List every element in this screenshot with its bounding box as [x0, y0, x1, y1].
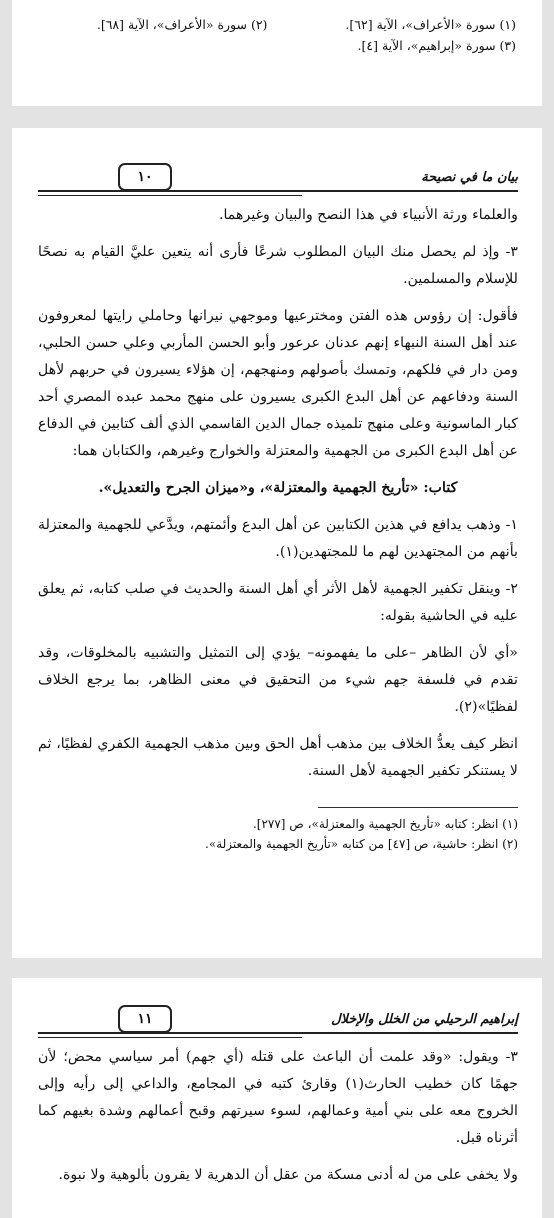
paragraph: ١- وذهب يدافع في هذين الكتابين عن أهل البدع وأئمتهم، ويدَّعي للجهمية والمعتزلة بأنهم من المجتهدين لهم ما للمجتهدين(١). — [38, 517, 518, 560]
footnote: (٢) انظر: حاشية، ص [٤٧] من كتابه «تأريخ الجهمية والمعتزلة». — [205, 837, 518, 851]
header-title: بيان ما في نصيحة — [421, 169, 518, 185]
footnote-separator — [318, 807, 518, 808]
top-footnotes-right — [287, 14, 516, 56]
page-footnotes — [38, 814, 518, 854]
header-rule-thin — [38, 195, 302, 196]
top-page — [12, 0, 542, 106]
paragraph: ٣- ويقول: «وقد علمت أن الباعث على قتله (أي جهم) أمر سياسي محض؛ لأن جهمًا كان خطيب الحارث(١) وقارئ كتبه في المجامع، والداعي إلى رأيه وإلى الخروج معه على بني أمية وعمالهم، لسوء سيرتهم وقبح أعمالهم وشدة بغيهم كما أثرناه قبل. — [38, 1049, 518, 1146]
footnote: (١) انظر: كتابه «تأريخ الجهمية والمعتزلة»، ص [٢٧٧]. — [252, 817, 518, 831]
page-header — [38, 158, 518, 196]
footnote: (٣) سورة «إبراهيم»، الآية [٤]. — [357, 38, 516, 53]
page-body — [38, 1044, 518, 1189]
header-title: إبراهيم الرحيلي من الخلل والإخلال — [331, 1011, 518, 1027]
middle-page — [12, 128, 542, 958]
paragraph: ولا يخفى على من له أدنى مسكة من عقل أن الدهرية لا يقرون بألوهية ولا نبوة. — [58, 1167, 518, 1183]
page-number: ١١ — [118, 1005, 172, 1033]
page-number: ١٠ — [118, 163, 172, 191]
page-header — [38, 1000, 518, 1038]
paragraph: فأقول: إن رؤوس هذه الفتن ومخترعيها وموجهي نيرانها وحاملي رايتها لمعروفون عند أهل السنة النبهاء إنهم عدنان عرعور وأبو الحسن المأربي وعلي حسن الحلبي، ومن دار في فلكهم، وتمسك بأصولهم ومنهجهم، إن هؤلاء يسيرون في حربهم لأهل السنة ودفاعهم عن أهل البدع الكبرى يسيرون على منهج محمد عبده المصري أحد كبار الماسونية وعلى منهج تلميذه جمال الدين القاسمي الذي ألف كتابين في الدفاع عن أهل البدع الكبرى من الجهمية والمعتزلة والخوارج وغيرهم، والكتابان هما: — [38, 308, 518, 459]
top-footnotes — [38, 0, 516, 56]
header-rule — [38, 1032, 518, 1034]
paragraph: ٣- وإذ لم يحصل منك البيان المطلوب شرعًا فأرى أنه يتعين عليَّ القيام به نصحًا للإسلام والمسلمين. — [38, 244, 518, 287]
page-body — [38, 202, 518, 785]
top-footnotes-left — [38, 14, 267, 56]
footnote: (١) سورة «الأعراف»، الآية [٦٢]. — [345, 17, 516, 32]
header-rule-thin — [38, 1037, 302, 1038]
paragraph: ٢- وينقل تكفير الجهمية لأهل الأثر أي أهل السنة والحديث في صلب كتابه، ثم يعلق عليه في الحاشية بقوله: — [38, 581, 518, 624]
paragraph: انظر كيف يعدُّ الخلاف بين مذهب أهل الحق وبين مذهب الجهمية الكفري لفظيًا، ثم لا يستنكر تكفير الجهمية لأهل السنة. — [38, 736, 518, 779]
bottom-page — [12, 978, 542, 1218]
header-rule — [38, 190, 518, 192]
paragraph: والعلماء ورثة الأنبياء في هذا النصح والبيان وغيرهما. — [218, 207, 518, 223]
quote-paragraph: «أي لأن الظاهر –على ما يفهمونه– يؤدي إلى التمثيل والتشبيه بالمخلوقات، وقد تقدم في فلسفة جهم شيء من التحقيق في معنى الظاهر، بما يرجع الخلاف لفظيًا»(٢). — [38, 645, 518, 715]
paragraph-books: كتاب: «تأريخ الجهمية والمعتزلة»، و«ميزان الجرح والتعديل». — [98, 480, 458, 496]
footnote: (٢) سورة «الأعراف»، الآية [٦٨]. — [96, 17, 268, 32]
